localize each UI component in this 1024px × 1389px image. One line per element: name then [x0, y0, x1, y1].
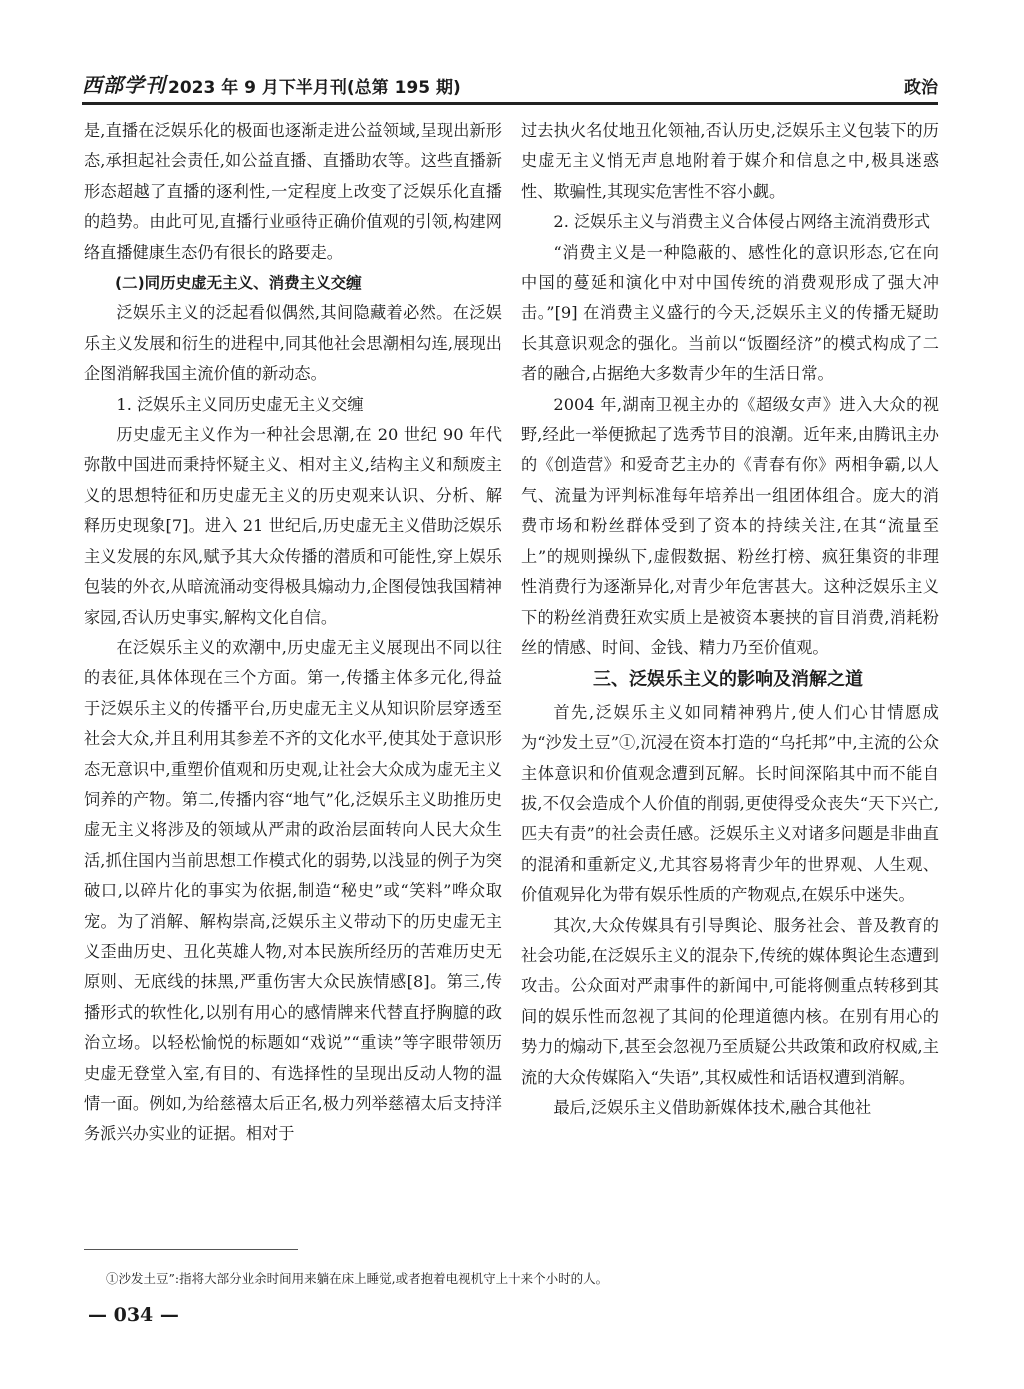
paragraph: 泛娱乐主义的泛起看似偶然,其间隐藏着必然。在泛娱乐主义发展和衍生的进程中,同其他社会思潮相勾连,展现出企图消解我国主流价值的新动态。 — [84, 303, 502, 384]
paragraph: 历史虚无主义作为一种社会思潮,在 20 世纪 90 年代弥散中国进而秉持怀疑主义、相对主义,结构主义和颓废主义的思想特征和历史虚无主义的历史观来认识、分析、解释历史现象[7]。进入 21 世纪后,历史虚无主义借助泛娱乐主义发展的东风,赋予其大众传播的潜质和可能性,穿上娱乐包装的外衣,从暗流涌动变得极具煽动力,企图侵蚀我国精神家园,否认历史事实,解构文化自信。 — [84, 425, 502, 627]
paragraph: 其次,大众传媒具有引导舆论、服务社会、普及教育的社会功能,在泛娱乐主义的混杂下,传统的媒体舆论生态遭到攻击。公众面对严肃事件的新闻中,可能将侧重点转移到其间的娱乐性而忽视了其间的伦理道德内核。在别有用心的势力的煽动下,甚至会忽视乃至质疑公共政策和政府权威,主流的大众传媒陷入“失语”,其权威性和话语权遭到消解。 — [521, 915, 939, 1087]
subsubsection-heading: 2. 泛娱乐主义与消费主义合体侵占网络主流消费形式 — [553, 212, 931, 232]
running-header — [82, 68, 938, 105]
paragraph: 2004 年,湖南卫视主办的《超级女声》进入大众的视野,经此一举便掀起了选秀节目的浪潮。近年来,由腾讯主办的《创造营》和爱奇艺主办的《青春有你》两相争霸,以人气、流量为评判标准每年培养出一组团体组合。庞大的消费市场和粉丝群体受到了资本的持续关注,在其“流量至上”的规则操纵下,虚假数据、粉丝打榜、疯狂集资的非理性消费行为逐渐异化,对青少年危害甚大。这种泛娱乐主义下的粉丝消费狂欢实质上是被资本裹挟的盲目消费,消耗粉丝的情感、时间、金钱、精力乃至价值观。 — [521, 394, 939, 657]
page-number: — 034 — — [88, 1304, 179, 1326]
paragraph: “消费主义是一种隐蔽的、感性化的意识形态,它在向中国的蔓延和演化中对中国传统的消费观形成了强大冲击。”[9] 在消费主义盛行的今天,泛娱乐主义的传播无疑助长其意识观念的强化。当前以“饭圈经济”的模式构成了二者的融合,占据绝大多数青少年的生活日常。 — [521, 242, 939, 384]
journal-logo: 西部学刊 — [82, 73, 166, 97]
issue-info: 2023 年 9 月下半月刊(总第 195 期) — [168, 78, 461, 98]
footnote: ①沙发土豆”:指将大部分业余时间用来躺在床上睡觉,或者抱着电视机守上十来个小时的人。 — [106, 1271, 609, 1286]
subsection-heading: (二)同历史虚无主义、消费主义交缠 — [115, 274, 362, 293]
header-left — [82, 69, 461, 98]
right-column — [521, 116, 939, 1123]
footnote-divider — [84, 1249, 298, 1250]
paragraph: 是,直播在泛娱乐化的极面也逐渐走进公益领域,呈现出新形态,承担起社会责任,如公益直播、直播助农等。这些直播新形态超越了直播的逐利性,一定程度上改变了泛娱乐化直播的趋势。由此可见,直播行业亟待正确价值观的引领,构建网络直播健康生态仍有很长的路要走。 — [84, 121, 502, 262]
subsubsection-heading: 1. 泛娱乐主义同历史虚无主义交缠 — [116, 394, 364, 414]
left-column — [84, 116, 502, 1150]
paragraph: 过去执火名仗地丑化领袖,否认历史,泛娱乐主义包装下的历史虚无主义悄无声息地附着于媒介和信息之中,极具迷惑性、欺骗性,其现实危害性不容小觑。 — [521, 121, 939, 201]
section-name: 政治 — [904, 78, 938, 98]
section-heading: 三、泛娱乐主义的影响及消解之道 — [593, 669, 863, 691]
paragraph: 在泛娱乐主义的欢潮中,历史虚无主义展现出不同以往的表征,具体体现在三个方面。第一,传播主体多元化,得益于泛娱乐主义的传播平台,历史虚无主义从知识阶层穿透至社会大众,并且利用其参差不齐的文化水平,使其处于意识形态无意识中,重塑价值观和历史观,让社会大众成为虚无主义饲养的产物。第二,传播内容“地气”化,泛娱乐主义助推历史虚无主义将涉及的领域从严肃的政治层面转向人民大众生活,抓住国内当前思想工作模式化的弱势,以浅显的例子为突破口,以碎片化的事实为依据,制造“秘史”或“笑料”哗众取宠。为了消解、解构崇高,泛娱乐主义带动下的历史虚无主义歪曲历史、丑化英雄人物,对本民族所经历的苦难历史无原则、无底线的抹黑,严重伤害大众民族情感[8]。第三,传播形式的软性化,以别有用心的感情牌来代替直抒胸臆的政治立场。以轻松愉悦的标题如“戏说”“重读”等字眼带领历史虚无登堂入室,有目的、有选择性的呈现出反动人物的温情一面。例如,为给慈禧太后正名,极力列举慈禧太后支持洋务派兴办实业的证据。相对于 — [84, 637, 502, 1144]
paragraph: 首先,泛娱乐主义如同精神鸦片,使人们心甘情愿成为“沙发土豆”①,沉浸在资本打造的“乌托邦”中,主流的公众主体意识和价值观念遭到瓦解。长时间深陷其中而不能自拔,不仅会造成个人价值的削弱,更使得受众丧失“天下兴亡,匹夫有责”的社会责任感。泛娱乐主义对诸多问题是非曲直的混淆和重新定义,尤其容易将青少年的世界观、人生观、价值观异化为带有娱乐性质的产物观点,在娱乐中迷失。 — [521, 702, 939, 905]
paragraph: 最后,泛娱乐主义借助新媒体技术,融合其他社 — [553, 1098, 872, 1117]
